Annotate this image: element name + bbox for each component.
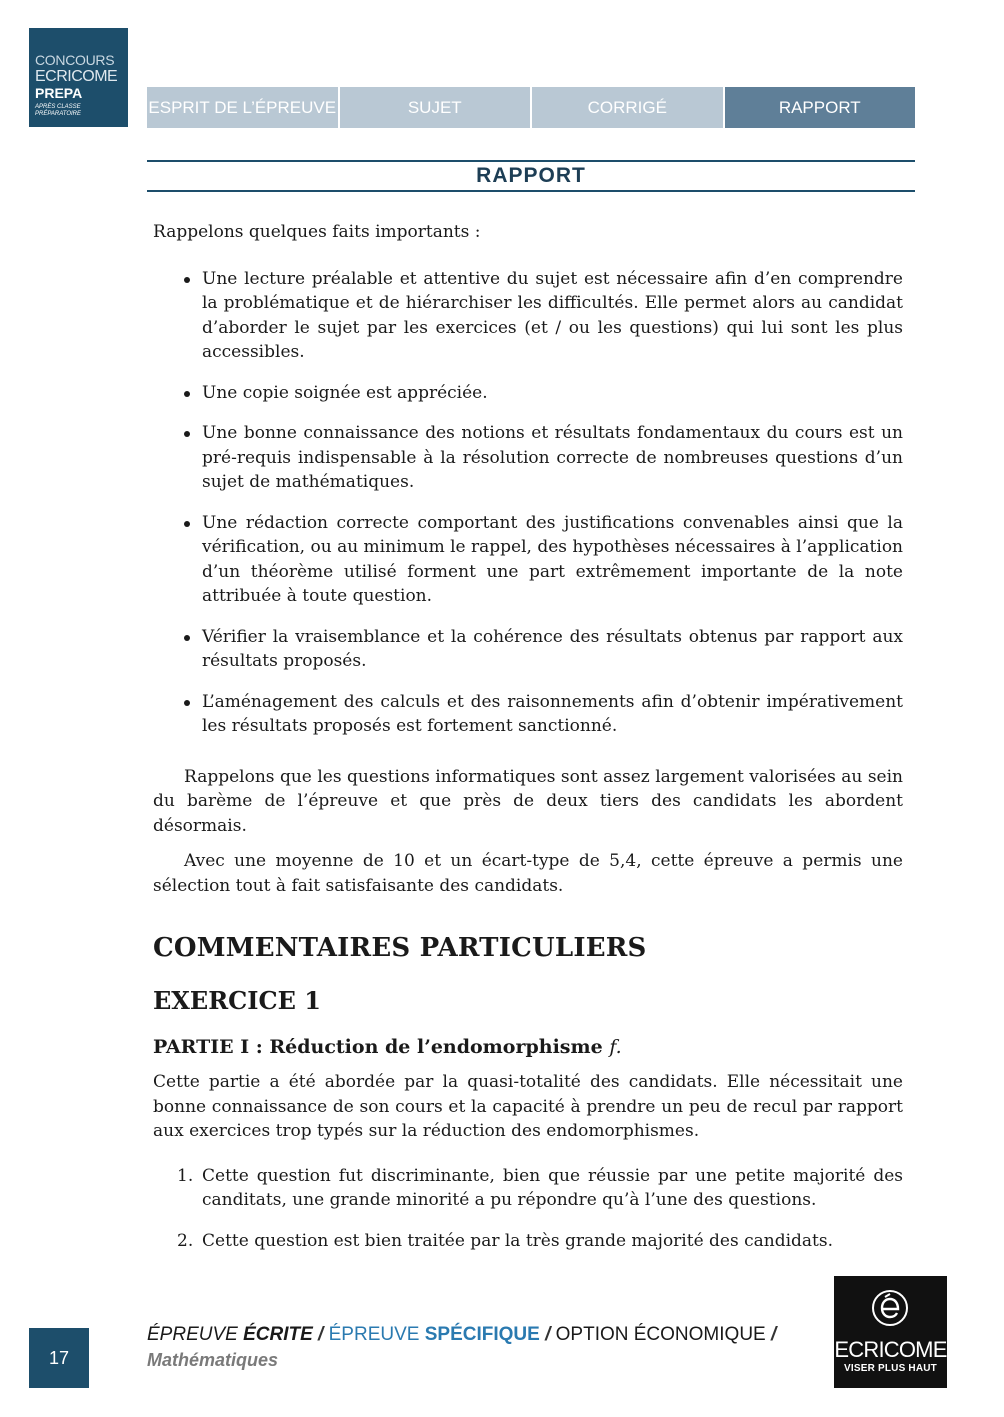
paragraph-moyenne: Avec une moyenne de 10 et un écart-type de 5,4, cette épreuve a permis une sélection tout à fait satisfaisante des candidats. bbox=[153, 851, 903, 896]
ecricome-e-icon bbox=[870, 1288, 910, 1328]
logo-concours: CONCOURS bbox=[35, 52, 115, 68]
heading-partie-text: PARTIE I : Réduction de l’endomorphisme bbox=[153, 1036, 603, 1058]
tab-rapport[interactable]: RAPPORT bbox=[725, 87, 916, 128]
footer-breadcrumb bbox=[147, 1322, 776, 1348]
ecricome-brand-logo bbox=[834, 1276, 947, 1388]
list-item-text: Une copie soignée est appréciée. bbox=[202, 382, 488, 403]
list-item bbox=[153, 267, 903, 365]
tab-corrige[interactable]: CORRIGÉ bbox=[532, 87, 723, 128]
list-item-text: Cette question est bien traitée par la très grande majorité des candidats. bbox=[202, 1230, 834, 1251]
report-body bbox=[153, 220, 903, 1269]
page-number: 17 bbox=[29, 1328, 89, 1388]
list-item-number: 2. bbox=[177, 1230, 194, 1251]
heading-partie-variable: f. bbox=[609, 1036, 622, 1058]
bullet-icon bbox=[184, 277, 190, 283]
tab-sujet[interactable]: SUJET bbox=[340, 87, 531, 128]
list-item-number: 1. bbox=[177, 1165, 194, 1186]
question-list bbox=[153, 1164, 903, 1254]
list-item-text: Une lecture préalable et attentive du sujet est nécessaire afin d’en comprendre la problématique et de hiérarchiser les difficultés. Elle permet alors au candidat d’aborder le sujet par les exercices (et / ou les questions) qui lui sont les plus accessibles. bbox=[202, 268, 903, 362]
list-item-text: Une bonne connaissance des notions et résultats fondamentaux du cours est un pré-requis indispensable à la résolution correcte de nombreuses questions d’un sujet de mathématiques. bbox=[202, 423, 903, 492]
list-item bbox=[153, 421, 903, 495]
list-item bbox=[153, 511, 903, 609]
brand-tagline: VISER PLUS HAUT bbox=[843, 1363, 937, 1374]
list-item-text: L’aménagement des calculs et des raisonnements afin d’obtenir impérativement les résultats proposés est fortement sanctionné. bbox=[202, 691, 903, 736]
intro-text: Rappelons quelques faits importants : bbox=[153, 222, 481, 242]
logo-prepa: PREPA bbox=[35, 85, 83, 101]
key-points-list bbox=[153, 267, 903, 739]
footer-ecrite: ÉCRITE bbox=[243, 1324, 313, 1345]
paragraph-informatique: Rappelons que les questions informatiques sont assez largement valorisées au sein du barème de l’épreuve et que près de deux tiers des candidats les abordent désormais. bbox=[153, 766, 903, 836]
list-item bbox=[153, 381, 903, 406]
list-item bbox=[153, 1229, 903, 1254]
list-item bbox=[153, 690, 903, 739]
logo-subtitle: APRÈS CLASSE PRÉPARATOIRE bbox=[35, 104, 82, 117]
list-item-text: Cette question fut discriminante, bien que réussie par une petite majorité des canditats, une grande minorité a pu répondre qu’à l’une des questions. bbox=[202, 1165, 903, 1210]
heading-commentaires: COMMENTAIRES PARTICULIERS bbox=[153, 933, 647, 963]
list-item bbox=[153, 1164, 903, 1213]
footer-epreuve-2: ÉPREUVE bbox=[328, 1324, 425, 1345]
partie-paragraph: Cette partie a été abordée par la quasi-totalité des candidats. Elle nécessitait une bonne connaissance de son cours et la capacité à prendre un peu de recul par rapport aux exercices trop typés sur la réduction des endomorphismes. bbox=[153, 1072, 903, 1141]
list-item-text: Vérifier la vraisemblance et la cohérence des résultats obtenus par rapport aux résultats proposés. bbox=[202, 626, 903, 671]
bullet-icon bbox=[184, 700, 190, 706]
bullet-icon bbox=[184, 635, 190, 641]
brand-name: ECRICOME bbox=[834, 1337, 947, 1362]
footer-sep-2: / bbox=[539, 1324, 556, 1345]
tab-esprit[interactable]: ESPRIT DE L’ÉPREUVE bbox=[147, 87, 338, 128]
tab-bar bbox=[147, 87, 915, 128]
heading-exercice: EXERCICE 1 bbox=[153, 986, 321, 1015]
heading-partie bbox=[153, 1034, 903, 1060]
footer-option: OPTION ÉCONOMIQUE bbox=[555, 1324, 766, 1345]
bullet-icon bbox=[184, 521, 190, 527]
footer-epreuve-1: ÉPREUVE bbox=[147, 1324, 244, 1345]
footer-specifique: SPÉCIFIQUE bbox=[424, 1324, 540, 1345]
bullet-icon bbox=[184, 391, 190, 397]
list-item bbox=[153, 625, 903, 674]
section-title: RAPPORT bbox=[147, 160, 915, 192]
footer-sep-1: / bbox=[312, 1324, 329, 1345]
list-item-text: Une rédaction correcte comportant des justifications convenables ainsi que la vérification, ou au minimum le rappel, des hypothèses nécessaires à l’application d’un théorème utilisé forment une part extrêmement importante de la note attribuée à toute question. bbox=[202, 512, 904, 606]
logo-ecricome: ECRICOME bbox=[35, 68, 118, 85]
concours-logo bbox=[29, 28, 128, 127]
bullet-icon bbox=[184, 431, 190, 437]
footer-sep-3: / bbox=[765, 1324, 777, 1345]
footer-subject: Mathématiques bbox=[147, 1350, 279, 1370]
